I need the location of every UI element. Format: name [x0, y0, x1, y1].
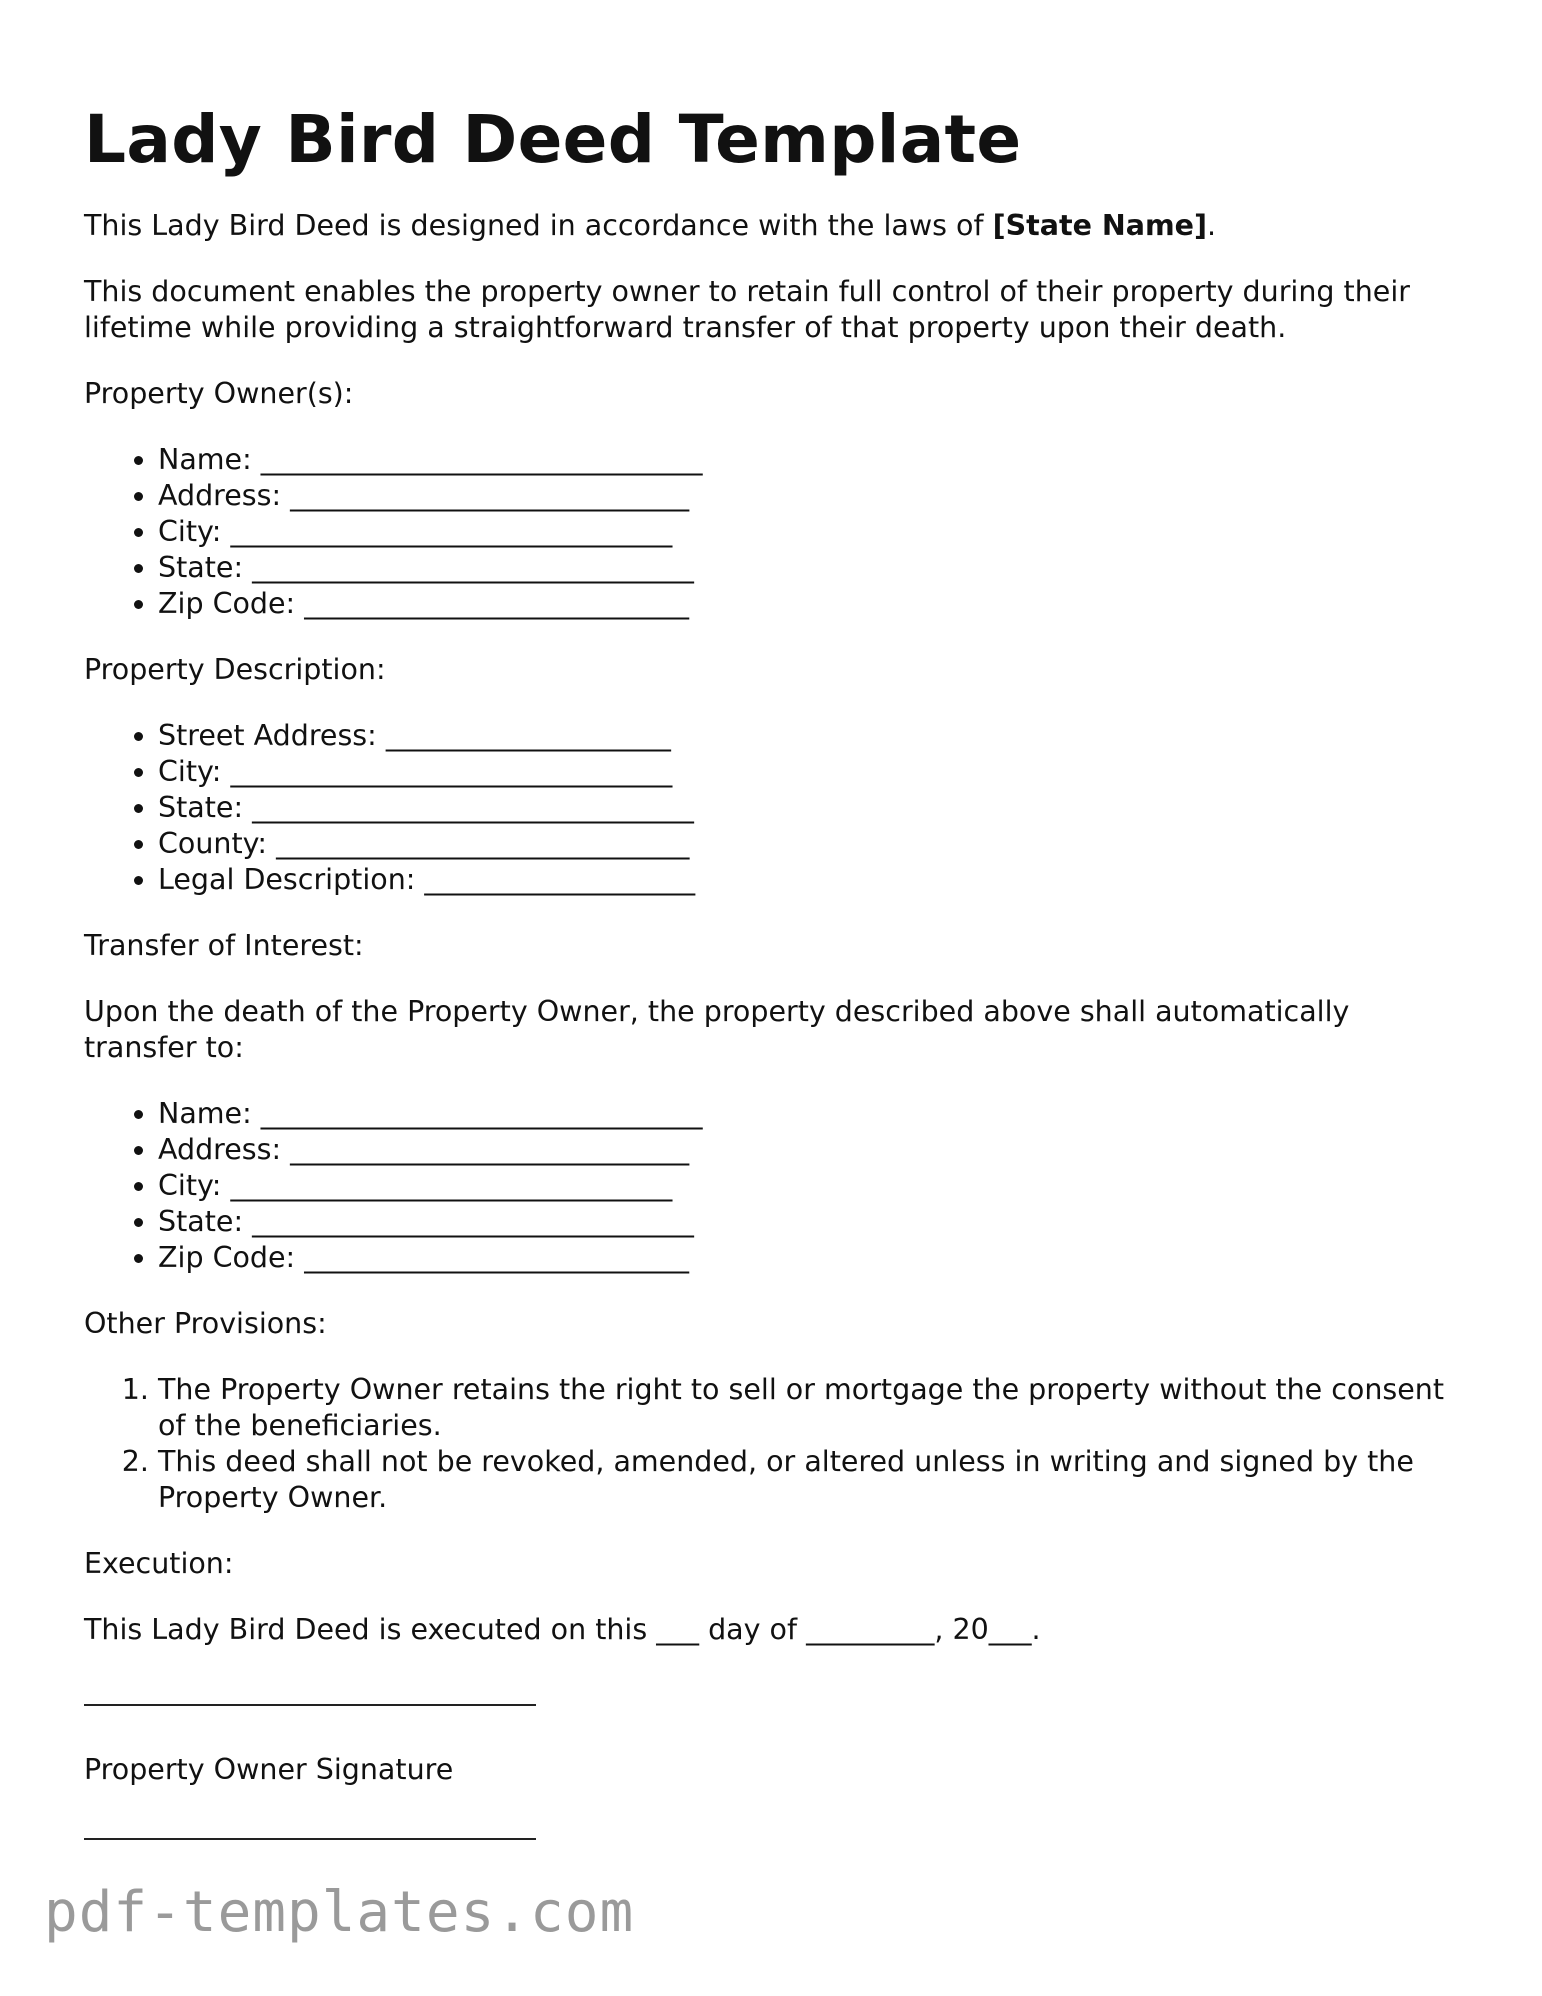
intro-suffix: . — [1207, 209, 1217, 242]
owners-heading: Property Owner(s): — [84, 377, 354, 410]
owner-city-field[interactable]: • City: _______________________________ — [158, 514, 1464, 550]
property-field-list — [84, 718, 1464, 898]
owner-signature-label: Property Owner Signature — [84, 1753, 454, 1786]
property-city-field[interactable]: • City: _______________________________ — [158, 754, 1464, 790]
property-state-field[interactable]: • State: _______________________________ — [158, 790, 1464, 826]
execution-heading: Execution: — [84, 1547, 234, 1580]
owner-signature-line[interactable] — [84, 1704, 536, 1706]
beneficiary-address-field[interactable]: • Address: ____________________________ — [158, 1132, 1464, 1168]
intro-prefix: This Lady Bird Deed is designed in accordance with the laws of — [84, 209, 993, 242]
beneficiary-zip-field[interactable]: • Zip Code: ___________________________ — [158, 1240, 1464, 1276]
purpose-paragraph: This document enables the property owner to retain full control of their property during their lifetime while providing a straightforward transfer of that property upon their death. — [84, 275, 1410, 344]
provisions-heading: Other Provisions: — [84, 1307, 327, 1340]
property-heading: Property Description: — [84, 653, 386, 686]
provision-item: 1. The Property Owner retains the right to sell or mortgage the property without the consent of the beneficiaries. — [158, 1372, 1464, 1444]
state-name-placeholder: [State Name] — [992, 209, 1207, 242]
watermark-text: pdf-templates.com — [44, 1880, 635, 1945]
intro-paragraph — [84, 208, 1464, 244]
property-street-field[interactable]: • Street Address: ____________________ — [158, 718, 1464, 754]
transfer-paragraph: Upon the death of the Property Owner, the property described above shall automatically transfer to: — [84, 995, 1350, 1064]
transfer-heading: Transfer of Interest: — [84, 929, 364, 962]
beneficiary-name-field[interactable]: • Name: _______________________________ — [158, 1096, 1464, 1132]
document-page — [84, 100, 1464, 1886]
execution-date-line[interactable]: This Lady Bird Deed is executed on this ___ day of _________, 20___. — [84, 1613, 1041, 1646]
owner-name-field[interactable]: • Name: _______________________________ — [158, 442, 1464, 478]
provision-item: 2. This deed shall not be revoked, amended, or altered unless in writing and signed by the Property Owner. — [158, 1444, 1464, 1516]
owner-zip-field[interactable]: • Zip Code: ___________________________ — [158, 586, 1464, 622]
owner-address-field[interactable]: • Address: ____________________________ — [158, 478, 1464, 514]
second-signature-line[interactable] — [84, 1838, 536, 1840]
beneficiary-city-field[interactable]: • City: _______________________________ — [158, 1168, 1464, 1204]
owners-field-list — [84, 442, 1464, 622]
property-legal-description-field[interactable]: • Legal Description: ___________________ — [158, 862, 1464, 898]
provisions-list — [84, 1372, 1464, 1516]
owner-state-field[interactable]: • State: _______________________________ — [158, 550, 1464, 586]
beneficiary-field-list — [84, 1096, 1464, 1276]
document-title: Lady Bird Deed Template — [84, 101, 1022, 178]
property-county-field[interactable]: • County: _____________________________ — [158, 826, 1464, 862]
beneficiary-state-field[interactable]: • State: _______________________________ — [158, 1204, 1464, 1240]
